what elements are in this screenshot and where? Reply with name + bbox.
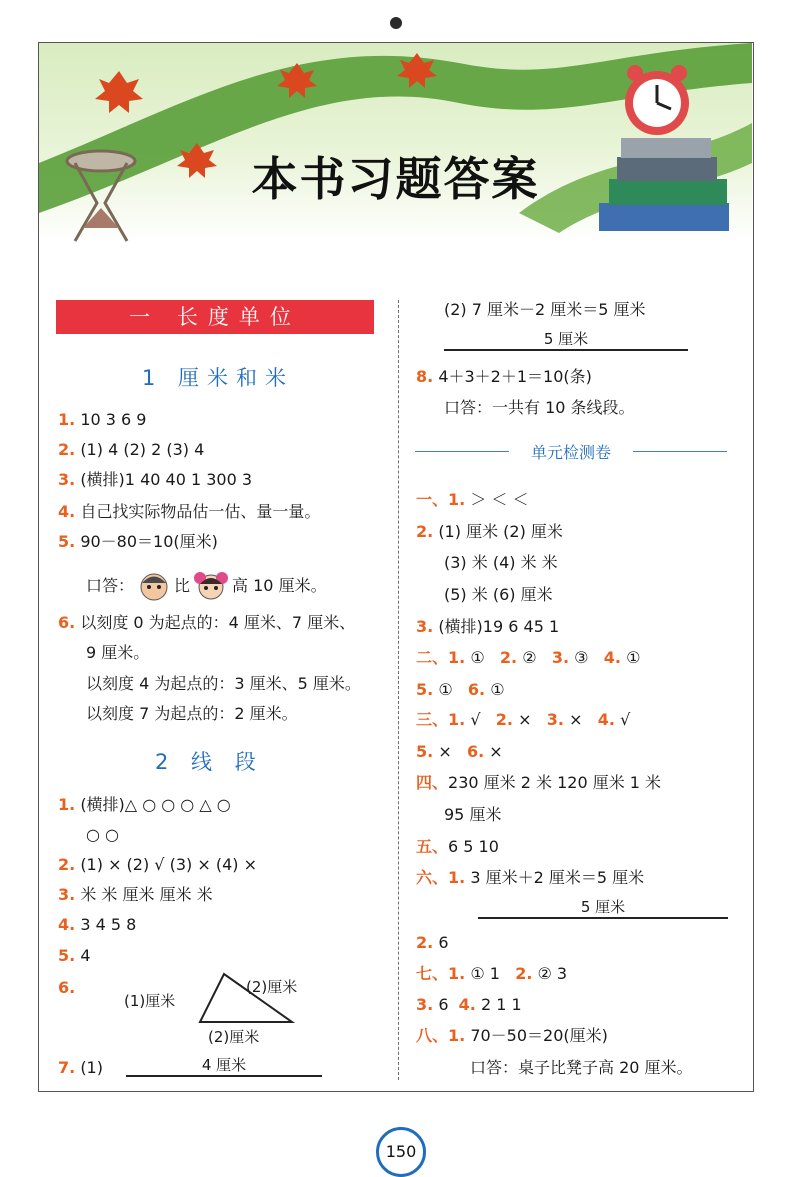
answer-line: 7. (1) bbox=[58, 1058, 103, 1077]
answer-line: 5. ① 6. ① bbox=[416, 680, 505, 699]
line-segment bbox=[126, 1075, 322, 1077]
answer-line: 1. (横排)△ ○ ○ ○ △ ○ bbox=[58, 795, 231, 814]
answer-line: ○ ○ bbox=[86, 825, 120, 844]
answer-line: 2. (1) 4 (2) 2 (3) 4 bbox=[58, 440, 205, 459]
answer-line: 8. 4＋3＋2＋1＝10(条) bbox=[416, 367, 592, 386]
answer-line: 口答： 比 高 10 厘米。 bbox=[86, 570, 327, 602]
answer-line: 5. × 6. × bbox=[416, 742, 503, 761]
answer-line: 9 厘米。 bbox=[86, 643, 150, 662]
segment-label: 5 厘米 bbox=[543, 330, 589, 348]
answer-line: 3. (横排)1 40 40 1 300 3 bbox=[58, 470, 253, 489]
answer-line: (5) 米 (6) 厘米 bbox=[444, 585, 553, 604]
answer-line: 2. (1) × (2) √ (3) × (4) × bbox=[58, 855, 257, 874]
column-divider bbox=[398, 300, 399, 1080]
answer-line: (3) 米 (4) 米 米 bbox=[444, 553, 558, 572]
answer-line: 以刻度 4 为起点的：3 厘米、5 厘米。 bbox=[86, 674, 361, 693]
girl-face-icon bbox=[194, 570, 228, 602]
segment-label: 4 厘米 bbox=[201, 1056, 247, 1074]
answer-line: 6. bbox=[58, 978, 76, 997]
answer-line: 6. 以刻度 0 为起点的：4 厘米、7 厘米、 bbox=[58, 613, 356, 632]
answer-line: 2. 6 bbox=[416, 933, 449, 952]
lesson-title: 1 厘米和米 bbox=[142, 366, 295, 390]
segment-label: 5 厘米 bbox=[580, 898, 626, 916]
unit-test-header bbox=[415, 440, 727, 464]
answer-line: 六、1. 3 厘米＋2 厘米＝5 厘米 bbox=[416, 868, 645, 887]
answer-line: 八、1. 70－50＝20(厘米) bbox=[416, 1026, 608, 1045]
answer-line: 3. (横排)19 6 45 1 bbox=[416, 617, 560, 636]
answer-line: 5. 4 bbox=[58, 946, 91, 965]
answer-line: 5. 90－80＝10(厘米) bbox=[58, 532, 218, 551]
answer-line: 一、1. ＞ ＜ ＜ bbox=[416, 490, 529, 509]
page-title: 本书习题答案 bbox=[251, 152, 540, 206]
lesson-title: 2 线 段 bbox=[155, 750, 264, 774]
section-header: 一 长度单位 bbox=[56, 300, 374, 334]
answer-line: 3. 6 4. 2 1 1 bbox=[416, 995, 522, 1014]
title-banner bbox=[39, 43, 752, 243]
answer-line: 三、1. √ 2. × 3. × 4. √ bbox=[416, 710, 631, 729]
answer-line: 口答：一共有 10 条线段。 bbox=[444, 398, 635, 417]
answer-line: 二、1. ① 2. ② 3. ③ 4. ① bbox=[416, 648, 641, 667]
answer-line: 以刻度 7 为起点的：2 厘米。 bbox=[86, 704, 298, 723]
answer-line: 1. 10 3 6 9 bbox=[58, 410, 147, 429]
line-segment bbox=[444, 349, 688, 351]
answer-line: 2. (1) 厘米 (2) 厘米 bbox=[416, 522, 563, 541]
triangle-label: (1)厘米 bbox=[124, 992, 176, 1010]
unit-test-title: 单元检测卷 bbox=[530, 443, 611, 462]
answer-line: 口答：桌子比凳子高 20 厘米。 bbox=[470, 1058, 693, 1077]
answer-line: 七、1. ① 1 2. ② 3 bbox=[416, 964, 568, 983]
answer-line: 4. 3 4 5 8 bbox=[58, 915, 137, 934]
header-rule bbox=[633, 451, 727, 452]
answer-line: 五、6 5 10 bbox=[416, 837, 499, 856]
triangle-label: (2)厘米 bbox=[246, 978, 298, 996]
line-segment bbox=[478, 917, 728, 919]
triangle-label: (2)厘米 bbox=[208, 1028, 260, 1046]
answer-line: 3. 米 米 厘米 厘米 米 bbox=[58, 885, 213, 904]
header-rule bbox=[415, 451, 509, 452]
page-number: 150 bbox=[376, 1127, 426, 1177]
binding-hole bbox=[390, 17, 402, 29]
answer-line: 四、230 厘米 2 米 120 厘米 1 米 bbox=[416, 773, 662, 792]
answer-line: (2) 7 厘米－2 厘米＝5 厘米 bbox=[444, 300, 646, 319]
answer-line: 4. 自己找实际物品估一估、量一量。 bbox=[58, 502, 321, 521]
boy-face-icon bbox=[138, 570, 170, 602]
answer-line: 95 厘米 bbox=[444, 805, 502, 824]
alarm-clock-icon bbox=[625, 65, 689, 135]
